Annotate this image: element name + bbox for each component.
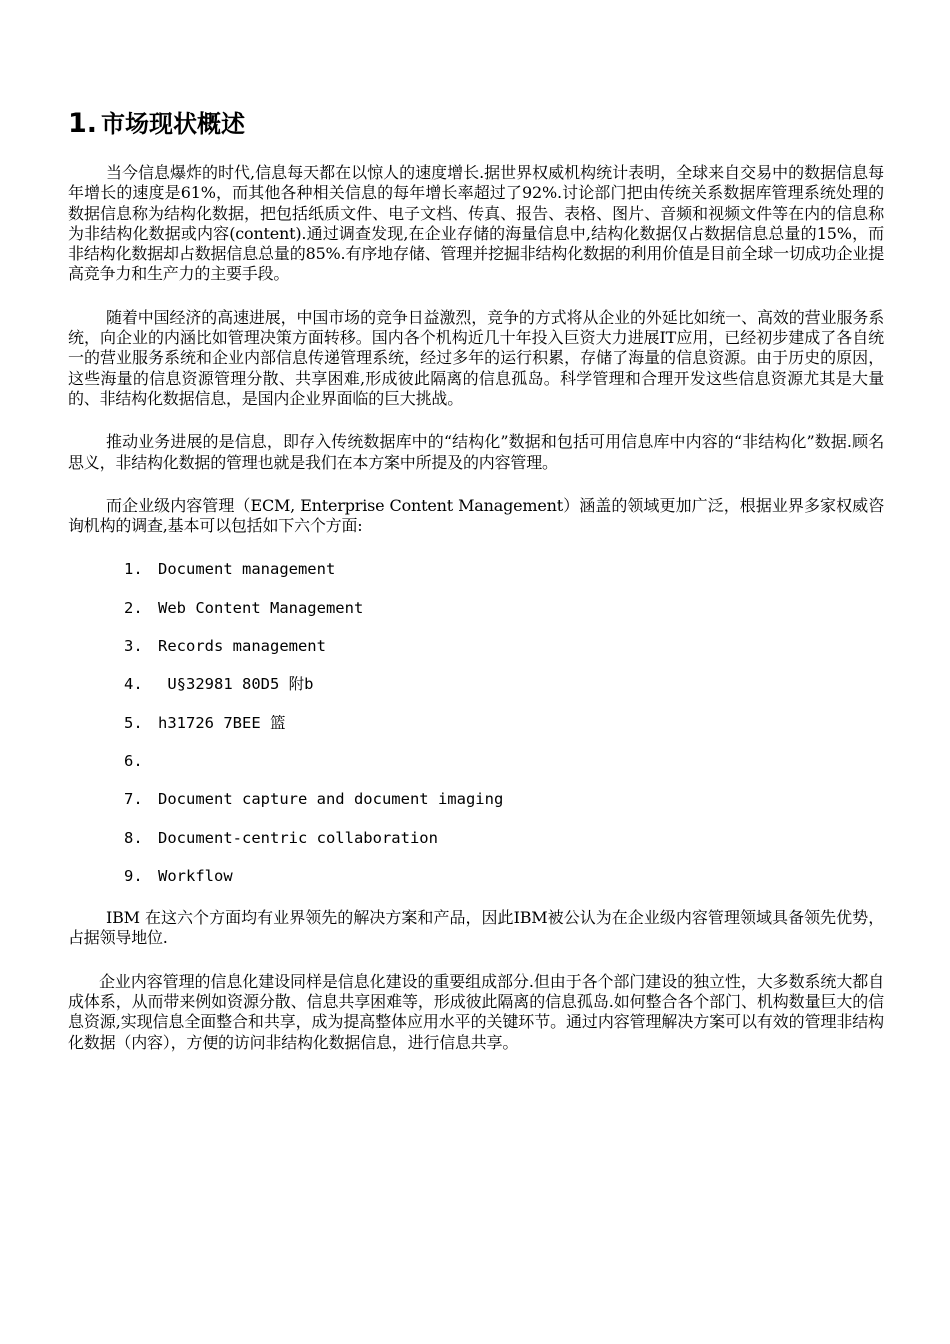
list-item bbox=[68, 674, 884, 712]
list-item-index: 1. bbox=[124, 560, 143, 579]
list-item bbox=[68, 751, 884, 789]
list-item-text: Document management bbox=[158, 560, 336, 579]
list-item-text: Document-centric collaboration bbox=[158, 828, 438, 847]
ecm-aspects-list bbox=[68, 559, 884, 904]
list-item-text: h31726 7BEE 篮 bbox=[158, 713, 286, 732]
paragraph-info-explosion: 当今信息爆炸的时代,信息每天都在以惊人的速度增长.据世界权威机构统计表明，全球来自交易中的数据信息每年增长的速度是61%，而其他各种相关信息的每年增长率超过了92%.讨论部门把由传统关系数据库管理系统处理的数据信息称为结构化数据，把包括纸质文件、电子文档、传真、报告、表格、图片、音频和视频文件等在内的信息称为非结构化数据或内容(content).通过调查发现,在企业存储的海量信息中,结构化数据仅占数据信息总量的15%，而非结构化数据却占数据信息总量的85%.有序地存储、管理并挖掘非结构化数据的利用价值是目前全球一切成功企业提高竞争力和生产力的主要手段。 bbox=[68, 163, 884, 284]
section-title: 市场现状概述 bbox=[101, 110, 246, 138]
document-page bbox=[68, 104, 884, 1076]
list-item-index: 2. bbox=[124, 598, 143, 617]
list-item-index: 7. bbox=[124, 790, 143, 809]
list-item-index: 6. bbox=[124, 751, 143, 770]
list-item bbox=[68, 713, 884, 751]
paragraph-china-market: 随着中国经济的高速进展，中国市场的竞争日益激烈，竞争的方式将从企业的外延比如统一、高效的营业服务系统，向企业的内涵比如管理决策方面转移。国内各个机构近几十年投入巨资大力进展IT应用，已经初步建成了各自统一的营业服务系统和企业内部信息传递管理系统，经过多年的运行积累，存储了海量的信息资源。由于历史的原因，这些海量的信息资源管理分散、共享困难,形成彼此隔离的信息孤岛。科学管理和合理开发这些信息资源尤其是大量的、非结构化数据信息，是国内企业界面临的巨大挑战。 bbox=[68, 307, 884, 408]
list-item-index: 9. bbox=[124, 866, 143, 885]
paragraph-ecm-construction: 企业内容管理的信息化建设同样是信息化建设的重要组成部分.但由于各个部门建设的独立性，大多数系统大都自成体系，从而带来例如资源分散、信息共享困难等，形成彼此隔离的信息孤岛.如何整合各个部门、机构数量巨大的信息资源,实现信息全面整合和共享，成为提高整体应用水平的关键环节。通过内容管理解决方案可以有效的管理非结构化数据（内容），方便的访问非结构化数据信息，进行信息共享。 bbox=[68, 971, 884, 1052]
list-item bbox=[68, 866, 884, 904]
list-item-text: Document capture and document imaging bbox=[158, 790, 504, 809]
list-item-index: 3. bbox=[124, 637, 143, 656]
list-item-index: 4. bbox=[124, 675, 143, 694]
section-number: 1. bbox=[68, 108, 98, 139]
list-item-index: 8. bbox=[124, 828, 143, 847]
list-item-text: Web Content Management bbox=[158, 598, 364, 617]
paragraph-ibm-leadership: IBM 在这六个方面均有业界领先的解决方案和产品，因此IBM被公认为在企业级内容管理领域具备领先优势，占据领导地位. bbox=[68, 908, 884, 948]
list-item-index: 5. bbox=[124, 713, 143, 732]
paragraph-ecm-intro: 而企业级内容管理（ECM, Enterprise Content Management）涵盖的领域更加广泛，根据业界多家权威咨询机构的调查,基本可以包括如下六个方面: bbox=[68, 495, 884, 536]
paragraph-structured-data: 推动业务进展的是信息，即存入传统数据库中的“结构化”数据和包括可用信息库中内容的“非结构化”数据.顾名思义，非结构化数据的管理也就是我们在本方案中所提及的内容管理。 bbox=[68, 432, 884, 472]
list-item bbox=[68, 828, 884, 866]
section-heading bbox=[68, 104, 884, 139]
list-item-text: U§32981 80D5 附b bbox=[158, 675, 314, 694]
list-item bbox=[68, 598, 884, 636]
list-item bbox=[68, 789, 884, 827]
list-item-text: Records management bbox=[158, 637, 326, 656]
list-item bbox=[68, 559, 884, 597]
list-item-text: Workflow bbox=[158, 866, 233, 885]
list-item bbox=[68, 636, 884, 674]
